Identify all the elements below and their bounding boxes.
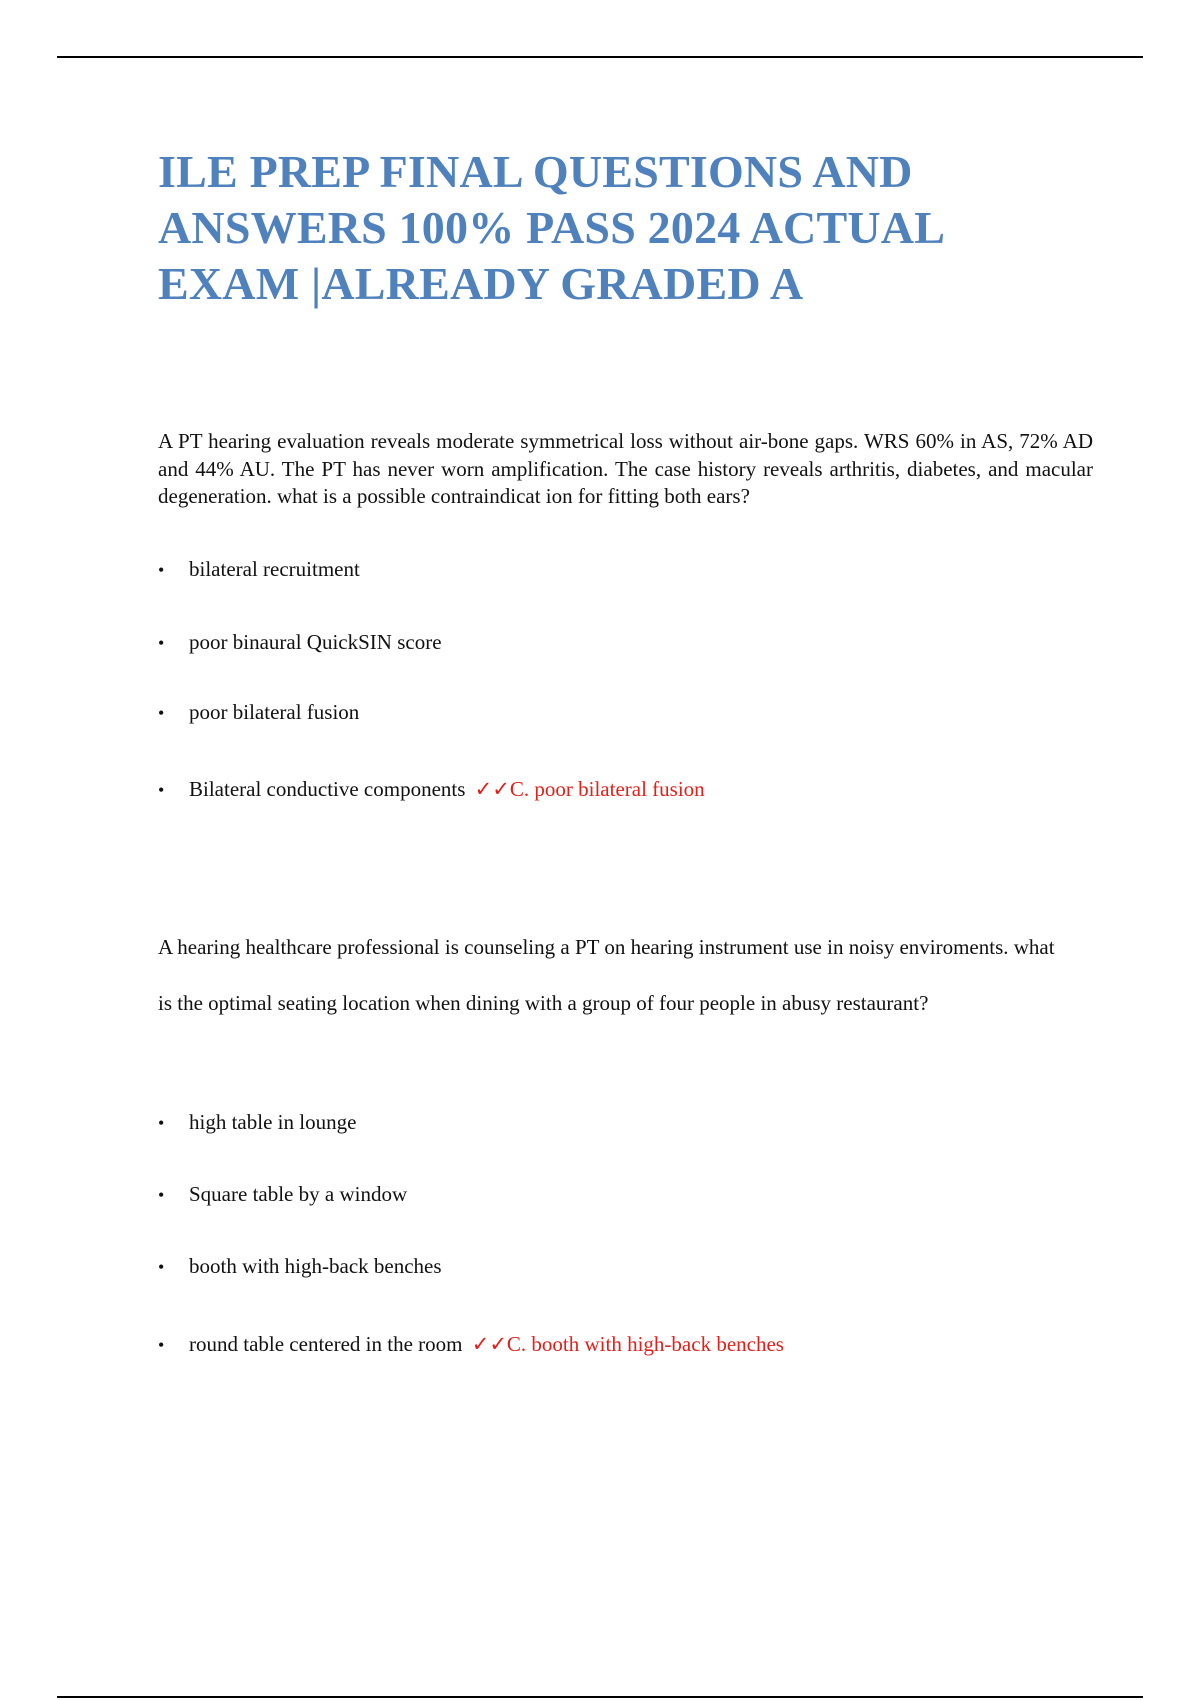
- option-label: poor binaural QuickSIN score: [189, 630, 442, 654]
- question-2-text: A hearing healthcare professional is counseling a PT on hearing instrument use in noisy enviroments. what is the optimal seating location when dining with a group of four people in abusy restaurant?: [158, 935, 1055, 1015]
- bullet-icon: •: [158, 1257, 165, 1277]
- option-label: poor bilateral fusion: [189, 700, 360, 724]
- document-title: ILE PREP FINAL QUESTIONS AND ANSWERS 100% PASS 2024 ACTUAL EXAM |ALREADY GRADED A: [158, 146, 943, 309]
- option-label: bilateral recruitment: [189, 557, 360, 581]
- header-rule: [57, 56, 1143, 58]
- question-1-option-a: [158, 555, 360, 584]
- question-2-option-a: [158, 1108, 356, 1137]
- option-label: high table in lounge: [189, 1110, 357, 1134]
- question-2-option-d: [158, 1330, 784, 1359]
- bullet-icon: •: [158, 1335, 165, 1355]
- option-label: Bilateral conductive components: [189, 777, 466, 801]
- question-1-answer: ✓✓C. poor bilateral fusion: [474, 777, 705, 801]
- footer-rule: [57, 1696, 1143, 1698]
- option-label: round table centered in the room: [189, 1332, 463, 1356]
- bullet-icon: •: [158, 1185, 165, 1205]
- bullet-icon: •: [158, 560, 165, 580]
- question-1-option-d: [158, 775, 705, 804]
- question-1-option-b: [158, 628, 442, 657]
- question-1-option-c: [158, 698, 359, 727]
- bullet-icon: •: [158, 633, 165, 653]
- question-1-text: A PT hearing evaluation reveals moderate symmetrical loss without air-bone gaps. WRS 60% in AS, 72% AD and 44% AU. The PT has never worn amplification. The case history reveals arthritis, diabetes, and macular degeneration. what is a possible contraindicat ion for fitting both ears?: [158, 429, 1093, 508]
- option-label: booth with high-back benches: [189, 1254, 442, 1278]
- question-2-option-c: [158, 1252, 442, 1281]
- bullet-icon: •: [158, 1113, 165, 1133]
- option-label: Square table by a window: [189, 1182, 408, 1206]
- question-2-option-b: [158, 1180, 407, 1209]
- bullet-icon: •: [158, 703, 165, 723]
- question-2-answer: ✓✓C. booth with high-back benches: [471, 1332, 784, 1356]
- bullet-icon: •: [158, 780, 165, 800]
